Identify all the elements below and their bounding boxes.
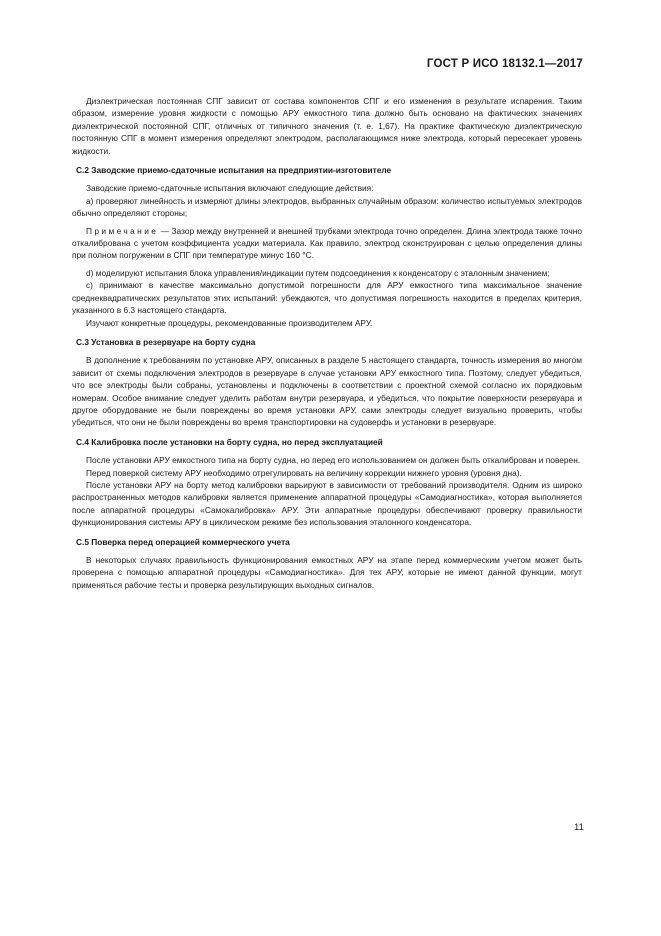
section-heading-c2: C.2 Заводские приемо-сдаточные испытания на предприятии-изготовителе [76,165,392,176]
document-code-header: ГОСТ Р ИСО 18132.1—2017 [426,58,583,70]
paragraph-c4-3: После установки АРУ на борту метод калибровки варьируют в зависимости от требований производителя. Одним из широко распространенных методов калибровки является применение аппаратной процедуры «Самодиагностика», которая выполняется после аппаратной процедуры «Самокалибровка» АРУ. Эти аппаратные процедуры обеспечивают проверку правильности функционирования системы АРУ в циклическом режиме без использования эталонного конденсатора. [72,479,582,528]
page-number: 11 [574,822,584,833]
note-label: Примечание [86,225,159,236]
paragraph-c4-2: Перед поверкой систему АРУ необходимо отрегулировать на величину коррекции нижнего уровня (уровня дна). [86,467,522,478]
section-heading-c4: C.4 Калибровка после установки на борту судна, но перед эксплуатацией [76,436,383,447]
list-item-a: а) проверяют линейность и измеряют длины электродов, выбранных случайным образом: количество испытуемых электродов обычно определяют стороны; [72,195,582,219]
section-heading-c3: C.3 Установка в резервуаре на борту судна [76,336,256,347]
paragraph-c3: В дополнение к требованиям по установке АРУ, описанных в разделе 5 настоящего стандарта, точность измерения во многом зависит от схемы подключения электродов в резервуаре в случае установки АРУ емкостного типа. Поэтому, следует убедиться, что все электроды были собраны, установлены и подключены в соответствии с проектной схемой согласно их порядковым номерам. Особое внимание следует уделить работам внутри резервуара, и убедиться, что покрытие поверхности резервуара и другое оборудование не были повреждены во время установки АРУ, сами электроды следует визуально проверить, чтобы убедиться, что они не были повреждены во время транспортировки на судоверфь и установки в резервуаре. [72,355,582,428]
section-heading-c5: C.5 Поверка перед операцией коммерческого учета [76,536,290,547]
paragraph-c2-intro: Заводские приемо-сдаточные испытания включают следующие действия: [86,183,374,194]
note-text: — Зазор между внутренней и внешней трубками электрода точно определен. Длина электрода также точно откалибрована с учетом коэффициента усадки материала. Как правило, электрод сконструирован с целью определения длины при полном погружении в СПГ при температуре минус 160 °С. [72,225,582,261]
paragraph-procedures: Изучают конкретные процедуры, рекомендованные производителем АРУ. [86,317,373,328]
paragraph-dielectric: Диэлектрическая постоянная СПГ зависит от состава компонентов СПГ и его изменения в результате испарения. Таким образом, измерение уровня жидкости с помощью АРУ емкостного типа должно быть основано на фактических значениях диэлектрической постоянной СПГ, отличных от типичного значения (т. е. 1,67). На практике фактическую диэлектрическую постоянную СПГ в момент измерения определяют электродом, располагающимся ниже электрода, который пересекает уровень жидкости. [72,96,582,156]
list-item-d: d) моделируют испытания блока управления/индикации путем подсоединения к конденсатору с эталонным значением; [86,267,550,278]
paragraph-c5: В некоторых случаях правильность функционирования емкостных АРУ на этапе перед коммерческим учетом может быть проверена с помощью аппаратной процедуры «Самодиагностика». Для тех АРУ, которые не имеют данной функции, могут применяться рабочие тесты и проверка результирующих выходных сигналов. [72,555,582,590]
document-body [72,95,582,591]
note-paragraph [72,225,582,262]
paragraph-c4-1: После установки АРУ емкостного типа на борту судна, но перед его использованием он должен быть откалиброван и поверен. [86,455,581,466]
list-item-c: c) принимают в качестве максимально допустимой погрешности для АРУ емкостного типа максимальное значение среднеквадратических результатов этих испытаний: убеждаются, что допустимая погрешность находится в пределах критерия, указанного в 6.3 настоящего стандарта. [72,280,582,316]
